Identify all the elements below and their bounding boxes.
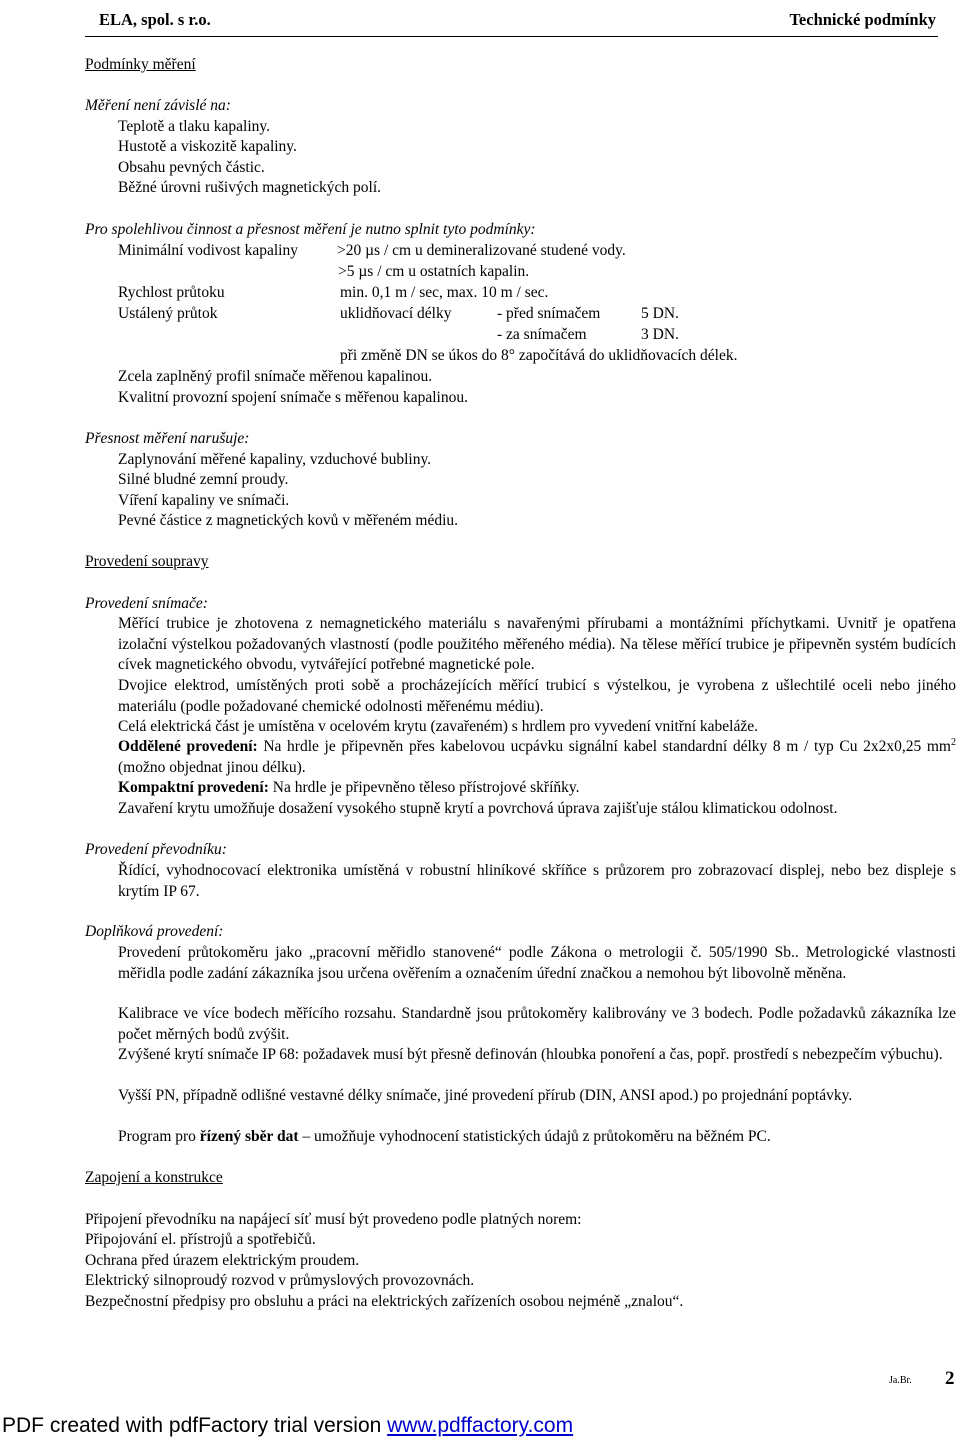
paragraph-text: Na hrdle je připevněno těleso přístrojové skříňky. bbox=[268, 779, 580, 796]
cond-value: uklidňovací délky bbox=[340, 305, 452, 322]
list-item: Elektrický silnoproudý rozvod v průmyslových provozovnách. bbox=[85, 1272, 475, 1289]
paragraph-text: (možno objednat jinou délku). bbox=[118, 758, 306, 776]
paragraph-text: Na hrdle je připevněn přes kabelovou ucpávku signální kabel standardní délky 8 m / typ Cu 2x2x0,25 mm bbox=[257, 738, 951, 755]
paragraph-separate-design bbox=[118, 737, 956, 778]
list-item: Ochrana před úrazem elektrickým proudem. bbox=[85, 1252, 360, 1269]
cond-value: >5 µs / cm u ostatních kapalin. bbox=[338, 263, 530, 280]
subheading-requirements: Pro spolehlivou činnost a přesnost měření je nutno splnit tyto podmínky: bbox=[85, 221, 536, 238]
pdffactory-link[interactable]: www.pdffactory.com bbox=[387, 1414, 574, 1437]
list-item: Běžné úrovni rušivých magnetických polí. bbox=[118, 179, 382, 196]
company-name: ELA, spol. s r.o. bbox=[99, 10, 211, 29]
list-item: Připojení převodníku na napájecí síť musí být provedeno podle platných norem: bbox=[85, 1211, 582, 1228]
subheading-disruptions: Přesnost měření narušuje: bbox=[85, 430, 250, 447]
subheading-independent: Měření není závislé na: bbox=[85, 97, 231, 114]
paragraph: Zavaření krytu umožňuje dosažení vysokého stupně krytí a povrchová úprava zajišťuje stálou klimatickou odolnost. bbox=[118, 800, 838, 817]
cond-label: Rychlost průtoku bbox=[118, 284, 225, 301]
paragraph-text: Program pro bbox=[118, 1128, 200, 1145]
list-item: Připojování el. přístrojů a spotřebičů. bbox=[85, 1231, 316, 1248]
cond-value: min. 0,1 m / sec, max. 10 m / sec. bbox=[340, 284, 549, 301]
paragraph: Měřící trubice je zhotovena z nemagnetického materiálu s navařenými přírubami a montážními příchytkami. Uvnitř je opatřena izolační výstelkou požadovaných vlastností (podle použitého měřeného média). Na tělese měřící trubice je připevněn systém budících cívek magnetického obvodu, vytvářející potřebné magnetické pole. bbox=[118, 615, 956, 673]
section-title-wiring: Zapojení a konstrukce bbox=[85, 1169, 223, 1186]
paragraph: Zvýšené krytí snímače IP 68: požadavek musí být přesně definován (hloubka ponoření a čas, popř. prostředí s nebezpečím výbuchu). bbox=[118, 1046, 943, 1063]
paragraph: Celá elektrická část je umístěna v ocelovém krytu (zavařeném) s hrdlem pro vyvedení vnitřní kabeláže. bbox=[118, 718, 758, 735]
cond-line: Kvalitní provozní spojení snímače s měřenou kapalinou. bbox=[118, 389, 468, 406]
subheading-transmitter: Provedení převodníku: bbox=[85, 841, 227, 858]
list-item: Víření kapaliny ve snímači. bbox=[118, 492, 290, 509]
cond-note: při změně DN se úkos do 8° započítává do uklidňovacích délek. bbox=[340, 347, 738, 364]
bold-term: Kompaktní provedení: bbox=[118, 779, 269, 796]
cond-line: Zcela zaplněný profil snímače měřenou kapalinou. bbox=[118, 368, 433, 385]
cond-value: >20 µs / cm u demineralizované studené vody. bbox=[337, 242, 626, 259]
cond-before: - před snímačem bbox=[497, 305, 601, 322]
list-item: Zaplynování měřené kapaliny, vzduchové bubliny. bbox=[118, 451, 432, 468]
paragraph: Řídící, vyhodnocovací elektronika umístěná v robustní hliníkové skříňce s průzorem pro zobrazovací displej, nebo bez displeje s krytím IP 67. bbox=[118, 862, 956, 900]
cond-after-value: 3 DN. bbox=[641, 326, 679, 343]
cond-before-value: 5 DN. bbox=[641, 305, 679, 322]
list-item: Bezpečnostní předpisy pro obsluhu a práci na elektrických zařízeních osobou nejméně „znalou“. bbox=[85, 1293, 684, 1310]
paragraph: Provedení průtokoměru jako „pracovní měřidlo stanovené“ podle Zákona o metrologii č. 505/1990 Sb.. Metrologické vlastnosti měřidla podle zadání zákazníka jsou určena ověřením a označením úřední značkou a nemohou být libovolně měněna. bbox=[118, 944, 956, 982]
list-item: Obsahu pevných částic. bbox=[118, 159, 265, 176]
bold-term: řízený sběr dat bbox=[199, 1128, 299, 1145]
subheading-optional: Doplňková provedení: bbox=[85, 923, 224, 940]
paragraph-text: – umožňuje vyhodnocení statistických údajů z průtokoměru na běžném PC. bbox=[298, 1128, 771, 1145]
superscript: 2 bbox=[950, 736, 956, 748]
paragraph: Dvojice elektrod, umístěných proti sobě a procházejících měřící trubicí s výstelkou, je vyrobena z ušlechtilé oceli nebo jiného materiálu (podle požadované chemické odolnosti měřenému médiu). bbox=[118, 677, 956, 715]
cond-label: Minimální vodivost kapaliny bbox=[118, 242, 298, 259]
paragraph: Kalibrace ve více bodech měřícího rozsahu. Standardně jsou průtokoměry kalibrovány ve 3 bodech. Podle požadavků zákazníka lze počet měrných bodů zvýšit. bbox=[118, 1005, 956, 1043]
list-item: Silné bludné zemní proudy. bbox=[118, 471, 289, 488]
page-number: 2 bbox=[945, 1368, 955, 1389]
section-title-design: Provedení soupravy bbox=[85, 553, 209, 570]
page-header bbox=[85, 8, 938, 37]
list-item: Hustotě a viskozitě kapaliny. bbox=[118, 138, 297, 155]
list-item: Teplotě a tlaku kapaliny. bbox=[118, 118, 270, 135]
pdf-text: PDF created with pdfFactory trial version bbox=[2, 1414, 388, 1437]
paragraph-data-logging bbox=[118, 1127, 956, 1148]
pdf-watermark bbox=[2, 1414, 573, 1438]
document-title: Technické podmínky bbox=[789, 10, 936, 29]
cond-after: - za snímačem bbox=[497, 326, 587, 343]
bold-term: Oddělené provedení: bbox=[118, 738, 258, 755]
subheading-sensor: Provedení snímače: bbox=[85, 595, 208, 612]
list-item: Pevné částice z magnetických kovů v měřeném médiu. bbox=[118, 512, 459, 529]
paragraph: Vyšší PN, případně odlišné vestavné délky snímače, jiné provedení přírub (DIN, ANSI apod.) po projednání poptávky. bbox=[118, 1087, 853, 1104]
cond-label: Ustálený průtok bbox=[118, 305, 218, 322]
author-initials: Ja.Br. bbox=[889, 1375, 912, 1386]
section-title-conditions: Podmínky měření bbox=[85, 56, 196, 73]
paragraph-compact-design bbox=[118, 778, 956, 799]
